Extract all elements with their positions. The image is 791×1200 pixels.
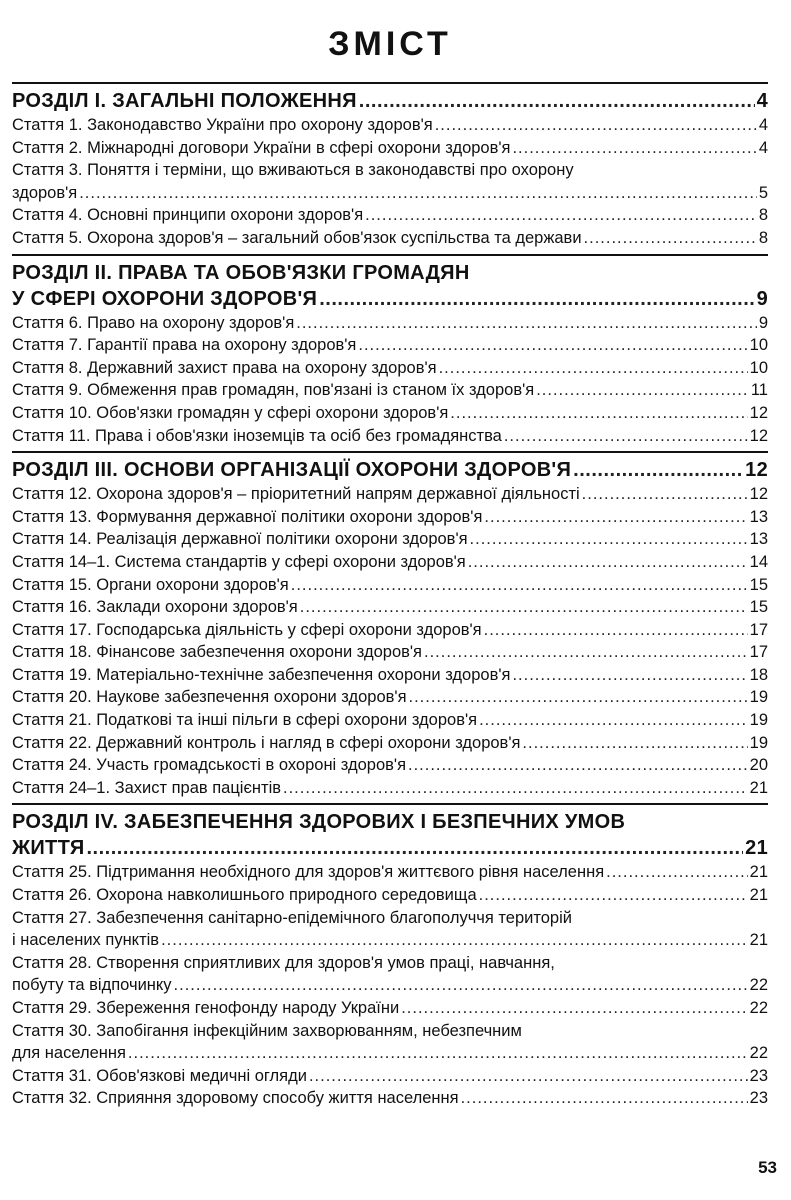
entry-title: Стаття 25. Підтримання необхідного для здоров'я життєвого рівня населення [12, 863, 605, 882]
entry-title: Стаття 18. Фінансове забезпечення охорони здоров'я [12, 643, 422, 662]
toc-entry [12, 1087, 768, 1110]
toc-entry [12, 664, 768, 687]
page-ref: 17 [749, 643, 768, 662]
page-ref: 12 [749, 485, 768, 504]
entry-title: Стаття 16. Заклади охорони здоров'я [12, 598, 298, 617]
page-ref: 19 [749, 733, 768, 752]
section-heading-line: РОЗДІЛ IV. ЗАБЕЗПЕЧЕННЯ ЗДОРОВИХ І БЕЗПЕЧНИХ УМОВ [12, 811, 626, 834]
section-heading-text: РОЗДІЛ ІІІ. ОСНОВИ ОРГАНІЗАЦІЇ ОХОРОНИ ЗДОРОВ'Я [12, 459, 572, 482]
page-ref: 13 [749, 530, 768, 549]
dot-leader [300, 596, 748, 619]
entry-title: побуту та відпочинку [12, 976, 172, 995]
page-ref: 20 [749, 756, 768, 775]
page-ref: 22 [749, 999, 768, 1017]
entry-title: для населення [12, 1044, 126, 1063]
page-ref: 9 [756, 287, 768, 310]
page-ref: 8 [758, 206, 768, 225]
page-ref: 10 [749, 358, 768, 377]
page-ref: 5 [758, 183, 768, 202]
dot-leader [174, 974, 748, 997]
entry-title: Стаття 21. Податкові та інші пільги в сфері охорони здоров'я [12, 711, 478, 730]
dot-leader [512, 664, 747, 687]
dot-leader [128, 1042, 748, 1065]
entry-title: Стаття 5. Охорона здоров'я – загальний обов'язок суспільства та держави [12, 228, 582, 247]
toc-entry [12, 334, 768, 357]
toc-entry [12, 182, 768, 205]
dot-leader [291, 574, 748, 597]
entry-title: Стаття 6. Право на охорону здоров'я [12, 313, 295, 332]
page-ref: 15 [749, 598, 768, 617]
toc-entry [12, 709, 768, 732]
dot-leader [470, 528, 748, 551]
toc-entry [12, 528, 768, 551]
entry-title: Стаття 4. Основні принципи охорони здоров'я [12, 206, 364, 225]
toc-entry [12, 686, 768, 709]
dot-leader [359, 88, 755, 114]
page-ref: 8 [758, 228, 768, 247]
page-ref: 21 [745, 837, 768, 860]
entry-title: Стаття 24. Участь громадськості в охороні здоров'я [12, 756, 407, 775]
dot-leader [582, 483, 748, 506]
entry-title: Стаття 13. Формування державної політики охорони здоров'я [12, 507, 483, 526]
entry-title: Стаття 20. Наукове забезпечення охорони здоров'я [12, 688, 407, 707]
dot-leader [573, 457, 743, 483]
entry-title: Стаття 26. Охорона навколишнього природного середовища [12, 886, 477, 905]
page-ref: 10 [749, 336, 768, 355]
toc-entry [12, 227, 768, 250]
toc-entry [12, 425, 768, 448]
toc-entry [12, 997, 768, 1020]
page-ref: 19 [749, 711, 768, 730]
toc-entry [12, 137, 768, 160]
entry-title: Стаття 32. Сприяння здоровому способу життя населення [12, 1089, 459, 1108]
toc-entry [12, 619, 768, 642]
toc-list [12, 82, 768, 1110]
entry-title: Стаття 31. Обов'язкові медичні огляди [12, 1066, 307, 1085]
dot-leader [450, 402, 747, 425]
dot-leader [424, 641, 748, 664]
page-ref: 4 [758, 138, 768, 157]
page-ref: 21 [749, 931, 768, 950]
page-number: 53 [758, 1158, 777, 1177]
toc-entry [12, 884, 768, 907]
entry-title: Стаття 14–1. Система стандартів у сфері охорони здоров'я [12, 552, 466, 571]
entry-title: Стаття 7. Гарантії права на охорону здоров'я [12, 336, 357, 355]
entry-title: Стаття 14. Реалізація державної політики охорони здоров'я [12, 530, 468, 549]
dot-leader [479, 884, 748, 907]
section-heading [12, 286, 768, 312]
entry-title: Стаття 10. Обов'язки громадян у сфері охорони здоров'я [12, 403, 449, 422]
dot-leader [365, 204, 757, 227]
entry-title: Стаття 9. Обмеження прав громадян, пов'язані із станом їх здоров'я [12, 381, 535, 400]
dot-leader [401, 997, 747, 1020]
dot-leader [439, 357, 748, 380]
entry-title: Стаття 19. Матеріально-технічне забезпечення охорони здоров'я [12, 665, 511, 684]
toc-entry [12, 777, 768, 800]
entry-title-line: Стаття 27. Забезпечення санітарно-епідемічного благополуччя територій [12, 908, 572, 927]
entry-title: Стаття 12. Охорона здоров'я – пріоритетний напрям державної діяльності [12, 485, 580, 504]
page-ref: 23 [749, 1066, 768, 1085]
page-ref: 12 [749, 426, 768, 445]
entry-title: Стаття 17. Господарська діяльність у сфері охорони здоров'я [12, 620, 482, 639]
page-ref: 18 [749, 665, 768, 684]
page-ref: 17 [749, 620, 768, 639]
page-title: ЗМІСТ [328, 25, 452, 63]
entry-title: Стаття 11. Права і обов'язки іноземців та осіб без громадянства [12, 426, 502, 445]
dot-leader [468, 551, 748, 574]
toc-entry [12, 357, 768, 380]
entry-title: Стаття 1. Законодавство України про охорону здоров'я [12, 116, 433, 134]
page-ref: 13 [749, 507, 768, 526]
toc-entry [12, 1065, 768, 1088]
dot-leader [484, 506, 747, 529]
dot-leader [522, 732, 747, 755]
toc-section [12, 254, 768, 448]
toc-entry [12, 732, 768, 755]
dot-leader [408, 754, 748, 777]
page-ref: 15 [749, 575, 768, 594]
toc-entry [12, 506, 768, 529]
dot-leader [319, 286, 754, 312]
dot-leader [435, 114, 757, 137]
page-ref: 4 [758, 116, 768, 134]
entry-title: здоров'я [12, 183, 78, 202]
dot-leader [79, 182, 757, 205]
toc-entry [12, 483, 768, 506]
page-ref: 21 [749, 778, 768, 797]
toc-entry [12, 974, 768, 997]
toc-entry [12, 754, 768, 777]
entry-title: Стаття 2. Міжнародні договори України в сфері охорони здоров'я [12, 138, 511, 157]
dot-leader [87, 835, 744, 861]
page-ref: 11 [750, 381, 768, 400]
toc-entry [12, 1042, 768, 1065]
table-of-contents [12, 22, 768, 1110]
page-ref: 23 [749, 1089, 768, 1108]
entry-title-line: Стаття 28. Створення сприятливих для здоров'я умов праці, навчання, [12, 953, 555, 972]
toc-entry [12, 402, 768, 425]
page-ref: 21 [749, 863, 768, 882]
dot-leader [606, 861, 748, 884]
toc-entry [12, 574, 768, 597]
section-heading-text: У СФЕРІ ОХОРОНИ ЗДОРОВ'Я [12, 287, 318, 310]
section-heading-text: РОЗДІЛ І. ЗАГАЛЬНІ ПОЛОЖЕННЯ [12, 90, 357, 112]
page-ref: 21 [749, 886, 768, 905]
dot-leader [584, 227, 757, 250]
dot-leader [536, 379, 749, 402]
page-ref: 22 [749, 976, 768, 995]
page-ref: 22 [749, 1044, 768, 1063]
dot-leader [161, 929, 748, 952]
page-ref: 9 [758, 313, 768, 332]
dot-leader [309, 1065, 748, 1088]
dot-leader [296, 312, 757, 335]
dot-leader [484, 619, 748, 642]
page-ref: 12 [745, 459, 768, 482]
toc-entry [12, 929, 768, 952]
toc-entry [12, 861, 768, 884]
entry-title-line: Стаття 30. Запобігання інфекційним захворюванням, небезпечним [12, 1021, 522, 1040]
toc-section [12, 82, 768, 250]
section-heading [12, 88, 768, 114]
section-heading [12, 835, 768, 861]
toc-entry [12, 641, 768, 664]
dot-leader [461, 1087, 748, 1110]
entry-title: Стаття 22. Державний контроль і нагляд в сфері охорони здоров'я [12, 733, 521, 752]
dot-leader [358, 334, 747, 357]
dot-leader [409, 686, 748, 709]
toc-section [12, 451, 768, 799]
entry-title: Стаття 8. Державний захист права на охорону здоров'я [12, 358, 437, 377]
toc-entry [12, 551, 768, 574]
dot-leader [283, 777, 748, 800]
section-heading-line: РОЗДІЛ ІІ. ПРАВА ТА ОБОВ'ЯЗКИ ГРОМАДЯН [12, 261, 470, 284]
entry-title: і населених пунктів [12, 931, 160, 950]
page-ref: 14 [749, 552, 768, 571]
section-heading [12, 457, 768, 483]
entry-title: Стаття 24–1. Захист прав пацієнтів [12, 778, 281, 797]
toc-entry [12, 312, 768, 335]
toc-entry [12, 596, 768, 619]
page-ref: 12 [749, 403, 768, 422]
toc-entry [12, 204, 768, 227]
toc-entry [12, 379, 768, 402]
toc-section [12, 803, 768, 1110]
toc-entry [12, 114, 768, 137]
dot-leader [479, 709, 748, 732]
dot-leader [504, 425, 748, 448]
entry-title: Стаття 29. Збереження генофонду народу України [12, 999, 400, 1017]
entry-title-line: Стаття 3. Поняття і терміни, що вживаються в законодавстві про охорону [12, 161, 574, 180]
section-heading-text: ЖИТТЯ [12, 837, 85, 860]
page-ref: 19 [749, 688, 768, 707]
entry-title: Стаття 15. Органи охорони здоров'я [12, 575, 289, 594]
page-ref: 4 [756, 90, 768, 112]
dot-leader [512, 137, 756, 160]
